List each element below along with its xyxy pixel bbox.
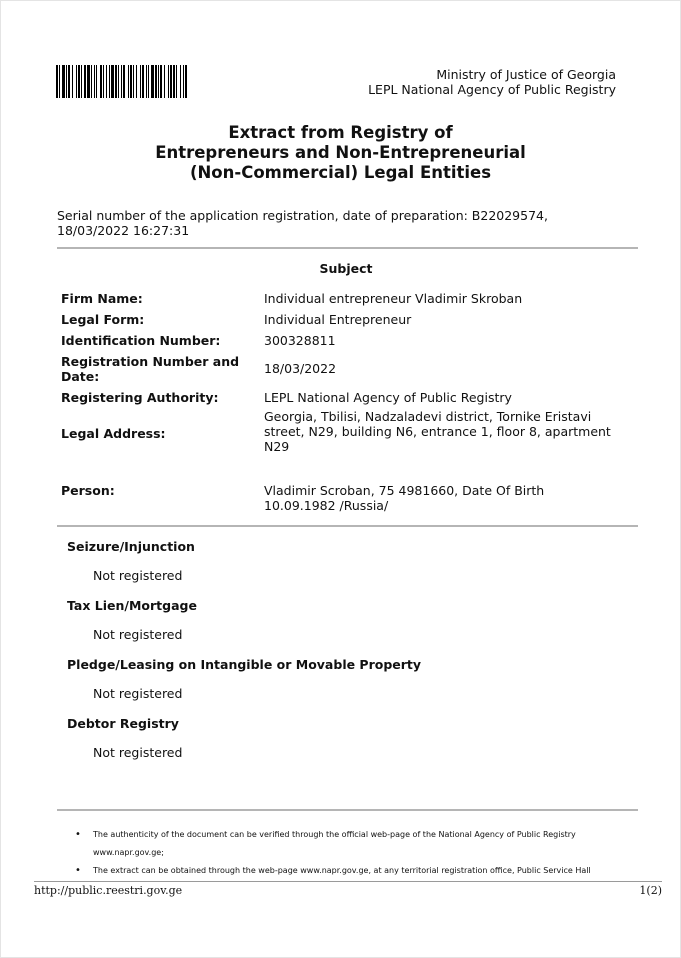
footnote-2 <box>75 862 620 880</box>
legal-form-value: Individual Entrepreneur <box>264 312 412 327</box>
footnote-1-line-1: The authenticity of the document can be verified through the official web-page of the National Agency of Public Registry <box>93 830 576 839</box>
debtor-value: Not registered <box>93 745 183 760</box>
bullet-icon: • <box>75 865 81 876</box>
serial-line-2: 18/03/2022 16:27:31 <box>57 223 190 238</box>
reg-number-value: 18/03/2022 <box>264 361 337 376</box>
seizure-value: Not registered <box>93 568 183 583</box>
title-line-3: (Non-Commercial) Legal Entities <box>189 163 492 182</box>
seizure-heading: Seizure/Injunction <box>67 539 195 554</box>
title-line-2: Entrepreneurs and Non-Entrepreneurial <box>155 143 526 162</box>
subject-heading: Subject <box>319 261 373 276</box>
serial-info <box>57 208 637 238</box>
pledge-value: Not registered <box>93 686 183 701</box>
address-value <box>264 409 624 454</box>
agency-name: LEPL National Agency of Public Registry <box>368 82 616 97</box>
legal-form-label: Legal Form: <box>61 312 145 327</box>
bullet-icon: • <box>75 829 81 840</box>
footnote-2-line-1: The extract can be obtained through the web-page www.napr.gov.ge, at any territorial registration office, Public Service Hall <box>93 866 591 875</box>
authority-label: Registering Authority: <box>61 390 219 405</box>
reg-number-label-1: Registration Number and <box>61 354 240 369</box>
title-line-1: Extract from Registry of <box>228 123 453 142</box>
footnote-1 <box>75 826 620 862</box>
barcode-image <box>56 65 249 98</box>
firm-name-label: Firm Name: <box>61 291 143 306</box>
divider-top <box>57 247 638 249</box>
divider-bottom <box>57 809 638 811</box>
id-number-value: 300328811 <box>264 333 336 348</box>
person-value <box>264 483 624 513</box>
tax-lien-value: Not registered <box>93 627 183 642</box>
reg-number-label-2: Date: <box>61 369 100 384</box>
divider-middle <box>57 525 638 527</box>
address-label: Legal Address: <box>61 426 166 441</box>
address-line-1: Georgia, Tbilisi, Nadzaladevi district, Tornike Eristavi <box>264 409 592 424</box>
person-line-2: 10.09.1982 /Russia/ <box>264 498 389 513</box>
address-line-3: N29 <box>264 439 290 454</box>
document-title <box>0 123 681 183</box>
reg-number-label <box>61 354 251 384</box>
footer-url: http://public.reestri.gov.ge <box>34 884 183 897</box>
footer-divider <box>34 881 662 882</box>
footnotes <box>75 826 620 880</box>
person-line-1: Vladimir Scroban, 75 4981660, Date Of Birth <box>264 483 545 498</box>
debtor-heading: Debtor Registry <box>67 716 179 731</box>
footnote-1-line-2: www.napr.gov.ge; <box>93 848 164 857</box>
address-line-2: street, N29, building N6, entrance 1, floor 8, apartment <box>264 424 611 439</box>
firm-name-value: Individual entrepreneur Vladimir Skroban <box>264 291 523 306</box>
id-number-label: Identification Number: <box>61 333 221 348</box>
serial-line-1: Serial number of the application registration, date of preparation: B22029574, <box>57 208 548 223</box>
ministry-name: Ministry of Justice of Georgia <box>436 67 616 82</box>
tax-lien-heading: Tax Lien/Mortgage <box>67 598 197 613</box>
person-label: Person: <box>61 483 115 498</box>
pledge-heading: Pledge/Leasing on Intangible or Movable Property <box>67 657 422 672</box>
issuer-header <box>368 67 616 97</box>
page-number: 1(2) <box>639 884 662 897</box>
authority-value: LEPL National Agency of Public Registry <box>264 390 512 405</box>
